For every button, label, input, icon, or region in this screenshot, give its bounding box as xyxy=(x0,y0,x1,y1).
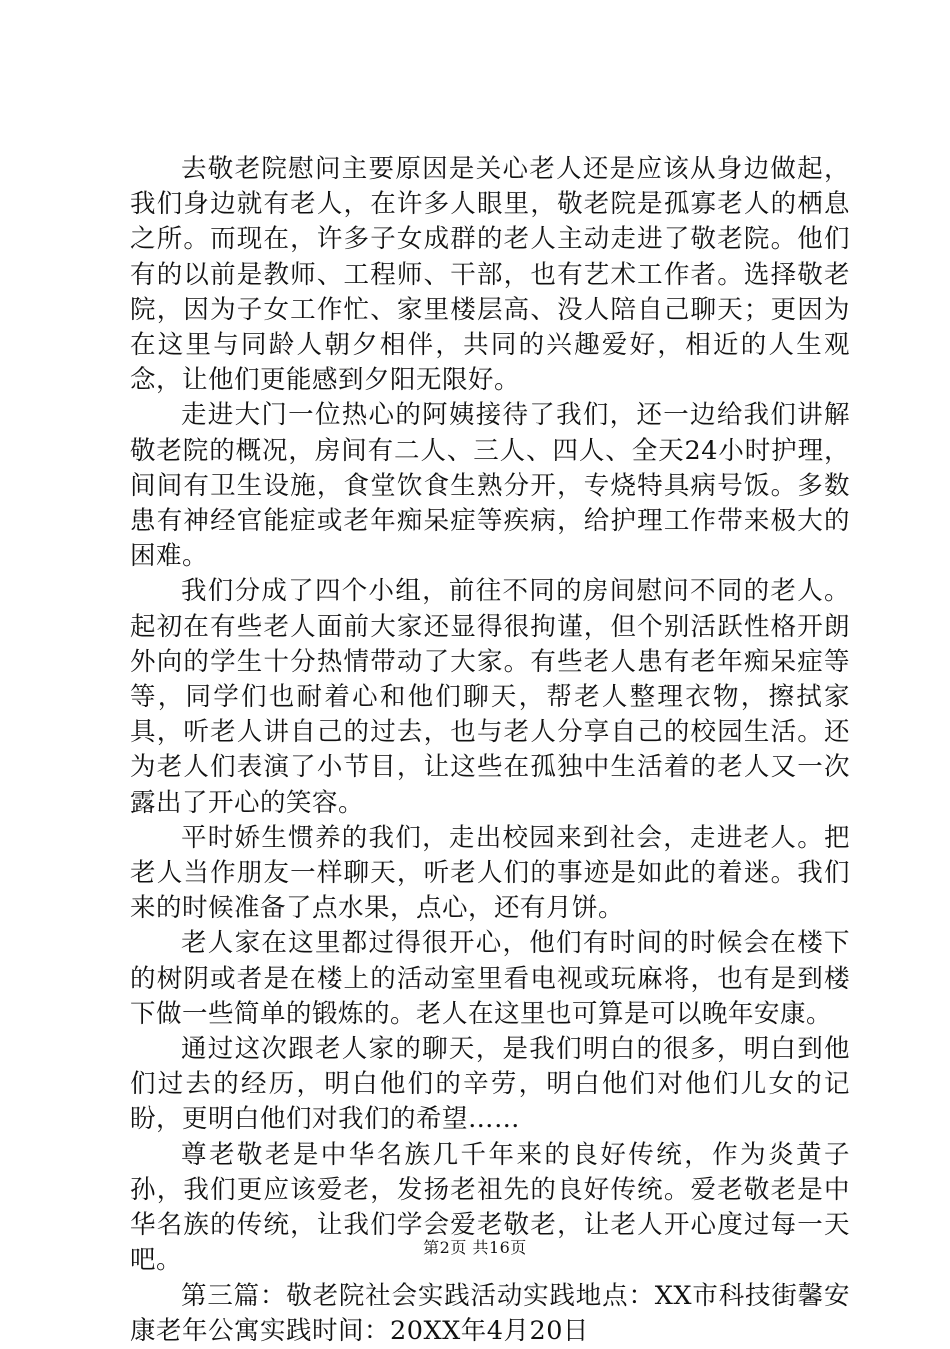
page-footer xyxy=(0,1238,950,1258)
paragraph-4: 平时娇生惯养的我们，走出校园来到社会，走进老人。把老人当作朋友一样聊天，听老人们的事迹是如此的着迷。我们来的时候准备了点水果，点心，还有月饼。 xyxy=(130,822,850,924)
paragraph-3: 我们分成了四个小组，前往不同的房间慰问不同的老人。起初在有些老人面前大家还显得很拘谨，但个别活跃性格开朗外向的学生十分热情带动了大家。有些老人患有老年痴呆症等等，同学们也耐着心和他们聊天，帮老人整理衣物，擦拭家具，听老人讲自己的过去，也与老人分享自己的校园生活。还为老人们表演了小节目，让这些在孤独中生活着的老人又一次露出了开心的笑容。 xyxy=(130,576,850,818)
page-number: 第2页 共16页 xyxy=(423,1238,527,1257)
paragraph-8-section-heading: 第三篇：敬老院社会实践活动实践地点：XX市科技街馨安康老年公寓实践时间：20XX年4月20日 xyxy=(130,1280,850,1346)
paragraph-1: 去敬老院慰问主要原因是关心老人还是应该从身边做起，我们身边就有老人，在许多人眼里，敬老院是孤寡老人的栖息之所。而现在，许多子女成群的老人主动走进了敬老院。他们有的以前是教师、工程师、干部，也有艺术工作者。选择敬老院，因为子女工作忙、家里楼层高、没人陪自己聊天；更因为在这里与同龄人朝夕相伴，共同的兴趣爱好，相近的人生观念，让他们更能感到夕阳无限好。 xyxy=(130,154,850,396)
paragraph-7: 尊老敬老是中华名族几千年来的良好传统，作为炎黄子孙，我们更应该爱老，发扬老祖先的良好传统。爱老敬老是中华名族的传统，让我们学会爱老敬老，让老人开心度过每一天吧。 xyxy=(130,1139,850,1276)
paragraph-2: 走进大门一位热心的阿姨接待了我们，还一边给我们讲解敬老院的概况，房间有二人、三人、四人、全天24小时护理，间间有卫生设施，食堂饮食生熟分开，专烧特具病号饭。多数患有神经官能症或老年痴呆症等疾病，给护理工作带来极大的困难。 xyxy=(130,400,850,572)
document-body xyxy=(130,152,850,1349)
paragraph-6: 通过这次跟老人家的聊天，是我们明白的很多，明白到他们过去的经历，明白他们的辛劳，明白他们对他们儿女的记盼，更明白他们对我们的希望…… xyxy=(130,1034,850,1135)
paragraph-5: 老人家在这里都过得很开心，他们有时间的时候会在楼下的树阴或者是在楼上的活动室里看电视或玩麻将，也有是到楼下做一些简单的锻炼的。老人在这里也可算是可以晚年安康。 xyxy=(130,928,850,1029)
